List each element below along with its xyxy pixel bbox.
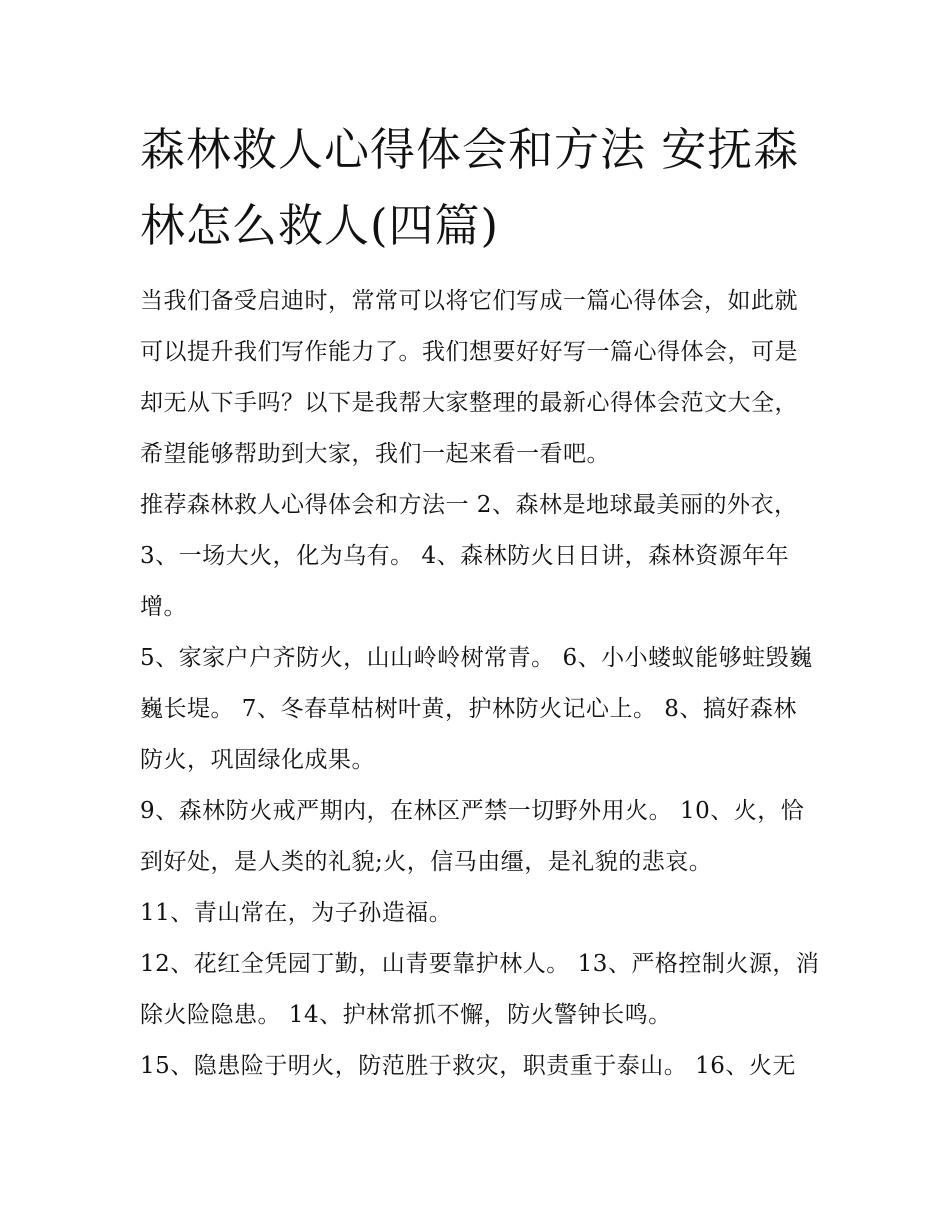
- body-paragraph: 11、青山常在，为子孙造福。: [140, 900, 453, 926]
- intro-paragraph: 当我们备受启迪时，常常可以将它们写成一篇心得体会，如此就可以提升我们写作能力了。我们想要好好写一篇心得体会，可是却无从下手吗？以下是我帮大家整理的最新心得体会范文大全，希望能够帮助到大家，我们一起来看一看吧。: [140, 288, 798, 467]
- document-title: 森林救人心得体会和方法 安抚森林怎么救人(四篇): [140, 123, 800, 252]
- body-paragraph: 12、花红全凭园丁勤，山青要靠护林人。 13、严格控制火源，消除火险隐患。 14、护林常抓不懈，防火警钟长鸣。: [140, 951, 820, 1028]
- body-paragraph: 9、森林防火戒严期内，在林区严禁一切野外用火。 10、火，恰到好处，是人类的礼貌;火，信马由缰，是礼貌的悲哀。: [140, 798, 805, 875]
- body-paragraph: 15、隐患险于明火，防范胜于救灾，职责重于泰山。 16、火无: [140, 1053, 796, 1079]
- body-paragraph: 推荐森林救人心得体会和方法一 2、森林是地球最美丽的外衣， 3、一场大火，化为乌有。 4、森林防火日日讲，森林资源年年增。: [140, 492, 798, 620]
- body-paragraph: 5、家家户户齐防火，山山岭岭树常青。 6、小小蝼蚁能够蛀毁巍巍长堤。 7、冬春草枯树叶黄，护林防火记心上。 8、搞好森林防火，巩固绿化成果。: [140, 645, 813, 773]
- document-page: [140, 112, 820, 1092]
